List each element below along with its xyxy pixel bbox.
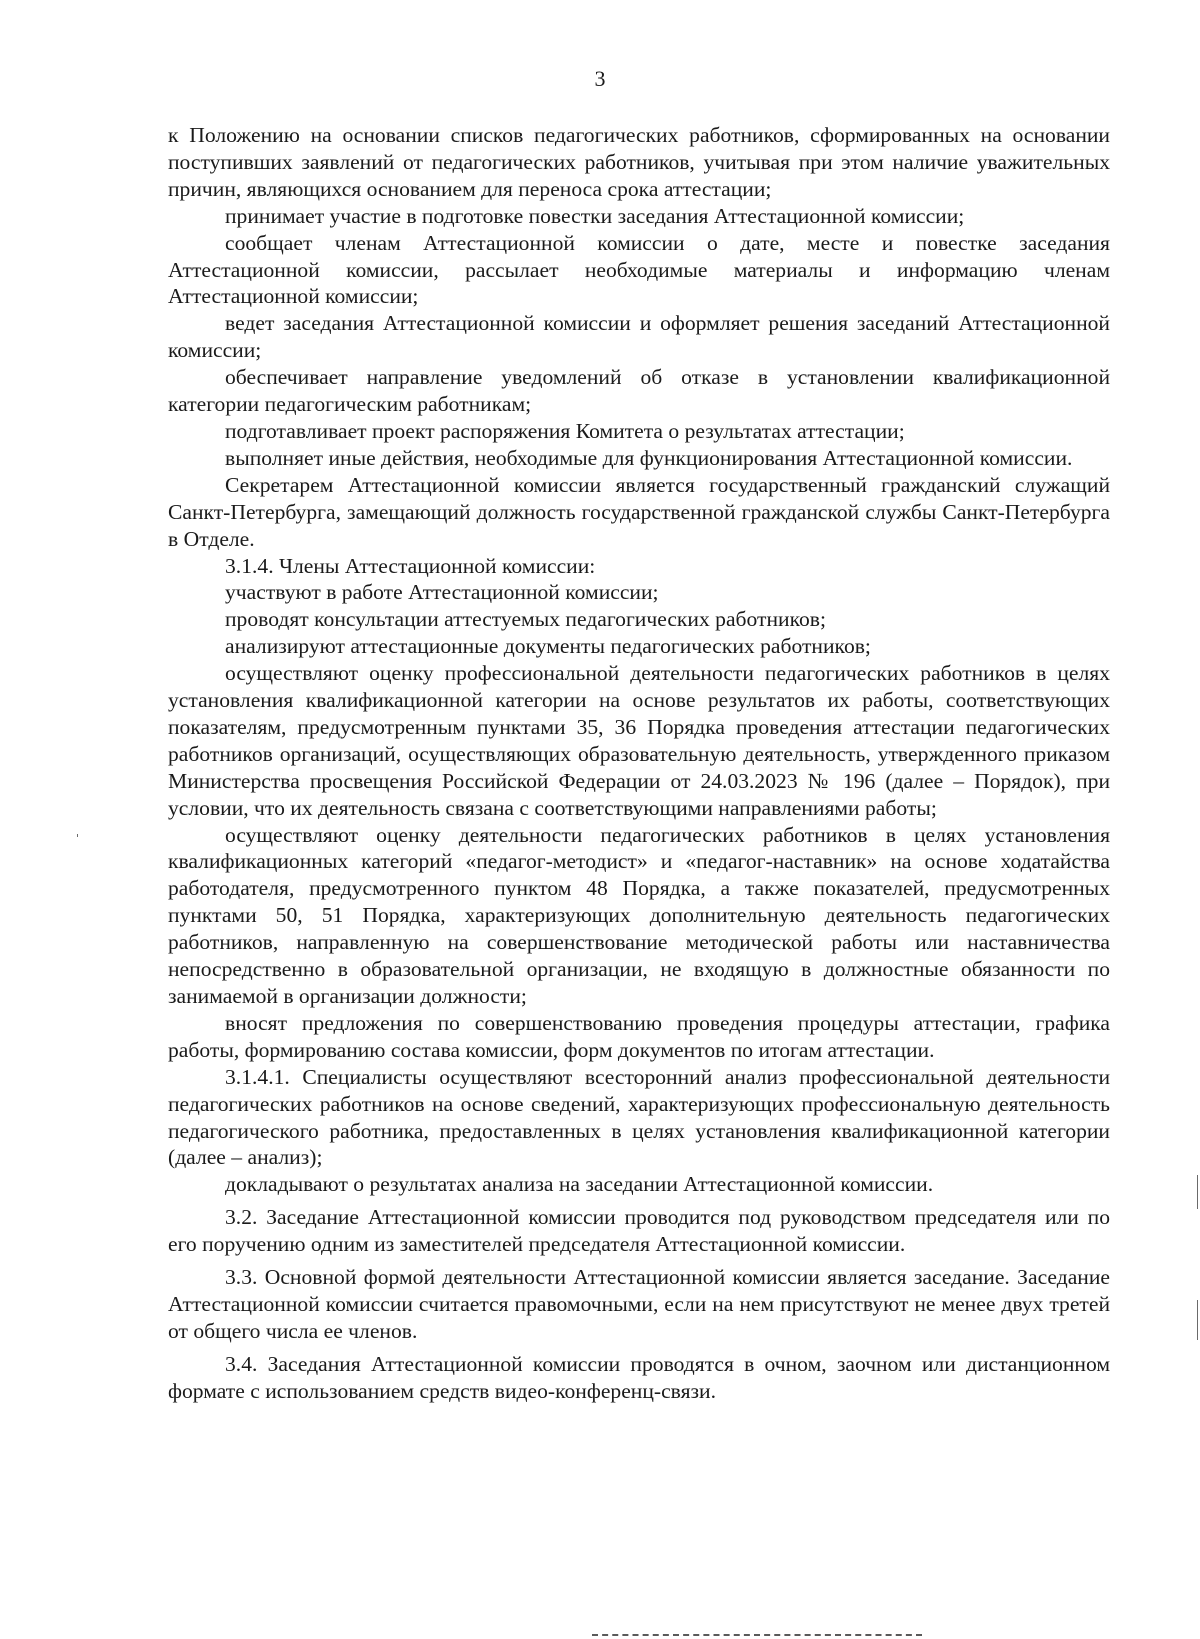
paragraph: 3.3. Основной формой деятельности Аттестационной комиссии является заседание. Заседание Аттестационной комиссии считается правомочными, если на нем присутствуют не менее двух третей от общего числа ее членов. (168, 1265, 1110, 1343)
scan-artifact-mark (1197, 1300, 1198, 1340)
paragraph: 3.1.4.1. Специалисты осуществляют всесторонний анализ профессиональной деятельности педагогических работников на основе сведений, характеризующих профессиональную деятельность педагогического работника, предоставленных в целях установления квалификационной категории (далее – анализ); (168, 1064, 1110, 1170)
paragraph: подготавливает проект распоряжения Комитета о результатах аттестации; (225, 418, 905, 443)
paragraph: анализируют аттестационные документы педагогических работников; (225, 634, 871, 659)
scan-artifact-mark (1197, 1175, 1198, 1209)
paragraph: принимает участие в подготовке повестки заседания Аттестационной комиссии; (225, 203, 965, 228)
scan-artifact-mark (77, 834, 78, 837)
paragraph: вносят предложения по совершенствованию проведения процедуры аттестации, графика работы, формированию состава комиссии, форм документов по итогам аттестации. (168, 1010, 1110, 1062)
paragraph: осуществляют оценку профессиональной деятельности педагогических работников в целях установления квалификационной категории на основе результатов их работы, соответствующих показателям, предусмотренным пунктами 35, 36 Порядка проведения аттестации педагогических работников организаций, осуществляющих образовательную деятельность, утвержденного приказом Министерства просвещения Российской Федерации от 24.03.2023 № 196 (далее – Порядок), при условии, что их деятельность связана с соответствующими направлениями работы; (168, 661, 1110, 820)
section-heading: 3.1.4. Члены Аттестационной комиссии: (225, 553, 596, 578)
paragraph: сообщает членам Аттестационной комиссии о дате, месте и повестке заседания Аттестационной комиссии, рассылает необходимые материалы и информацию членам Аттестационной комиссии; (168, 230, 1110, 309)
paragraph: докладывают о результатах анализа на заседании Аттестационной комиссии. (225, 1172, 934, 1197)
scan-artifact-line (592, 1634, 922, 1636)
page-number: 3 (594, 66, 606, 91)
paragraph: 3.2. Заседание Аттестационной комиссии проводится под руководством председателя или по его поручению одним из заместителей председателя Аттестационной комиссии. (168, 1205, 1110, 1257)
paragraph: выполняет иные действия, необходимые для функционирования Аттестационной комиссии. (225, 445, 1073, 470)
paragraph: обеспечивает направление уведомлений об отказе в установлении квалификационной категории педагогическим работникам; (168, 365, 1110, 417)
paragraph: Секретарем Аттестационной комиссии является государственный гражданский служащий Санкт-Петербурга, замещающий должность государственной гражданской службы Санкт-Петербурга в Отделе. (168, 472, 1110, 551)
paragraph: осуществляют оценку деятельности педагогических работников в целях установления квалификационных категорий «педагог-методист» и «педагог-наставник» на основе ходатайства работодателя, предусмотренного пунктом 48 Порядка, а также показателей, предусмотренных пунктами 50, 51 Порядка, характеризующих дополнительную деятельность педагогических работников, направленную на совершенствование методической работы или наставничества непосредственно в образовательной организации, не входящую в должностные обязанности по занимаемой в организации должности; (168, 822, 1110, 1008)
paragraph: участвуют в работе Аттестационной комиссии; (225, 580, 659, 605)
document-body (168, 122, 1110, 1405)
paragraph: ведет заседания Аттестационной комиссии и оформляет решения заседаний Аттестационной комиссии; (168, 311, 1110, 363)
paragraph-continuation: к Положению на основании списков педагогических работников, сформированных на основании поступивших заявлений от педагогических работников, учитывая при этом наличие уважительных причин, являющихся основанием для переноса срока аттестации; (168, 123, 1110, 201)
paragraph: 3.4. Заседания Аттестационной комиссии проводятся в очном, заочном или дистанционном формате с использованием средств видео-конференц-связи. (168, 1351, 1110, 1403)
paragraph: проводят консультации аттестуемых педагогических работников; (225, 607, 826, 632)
